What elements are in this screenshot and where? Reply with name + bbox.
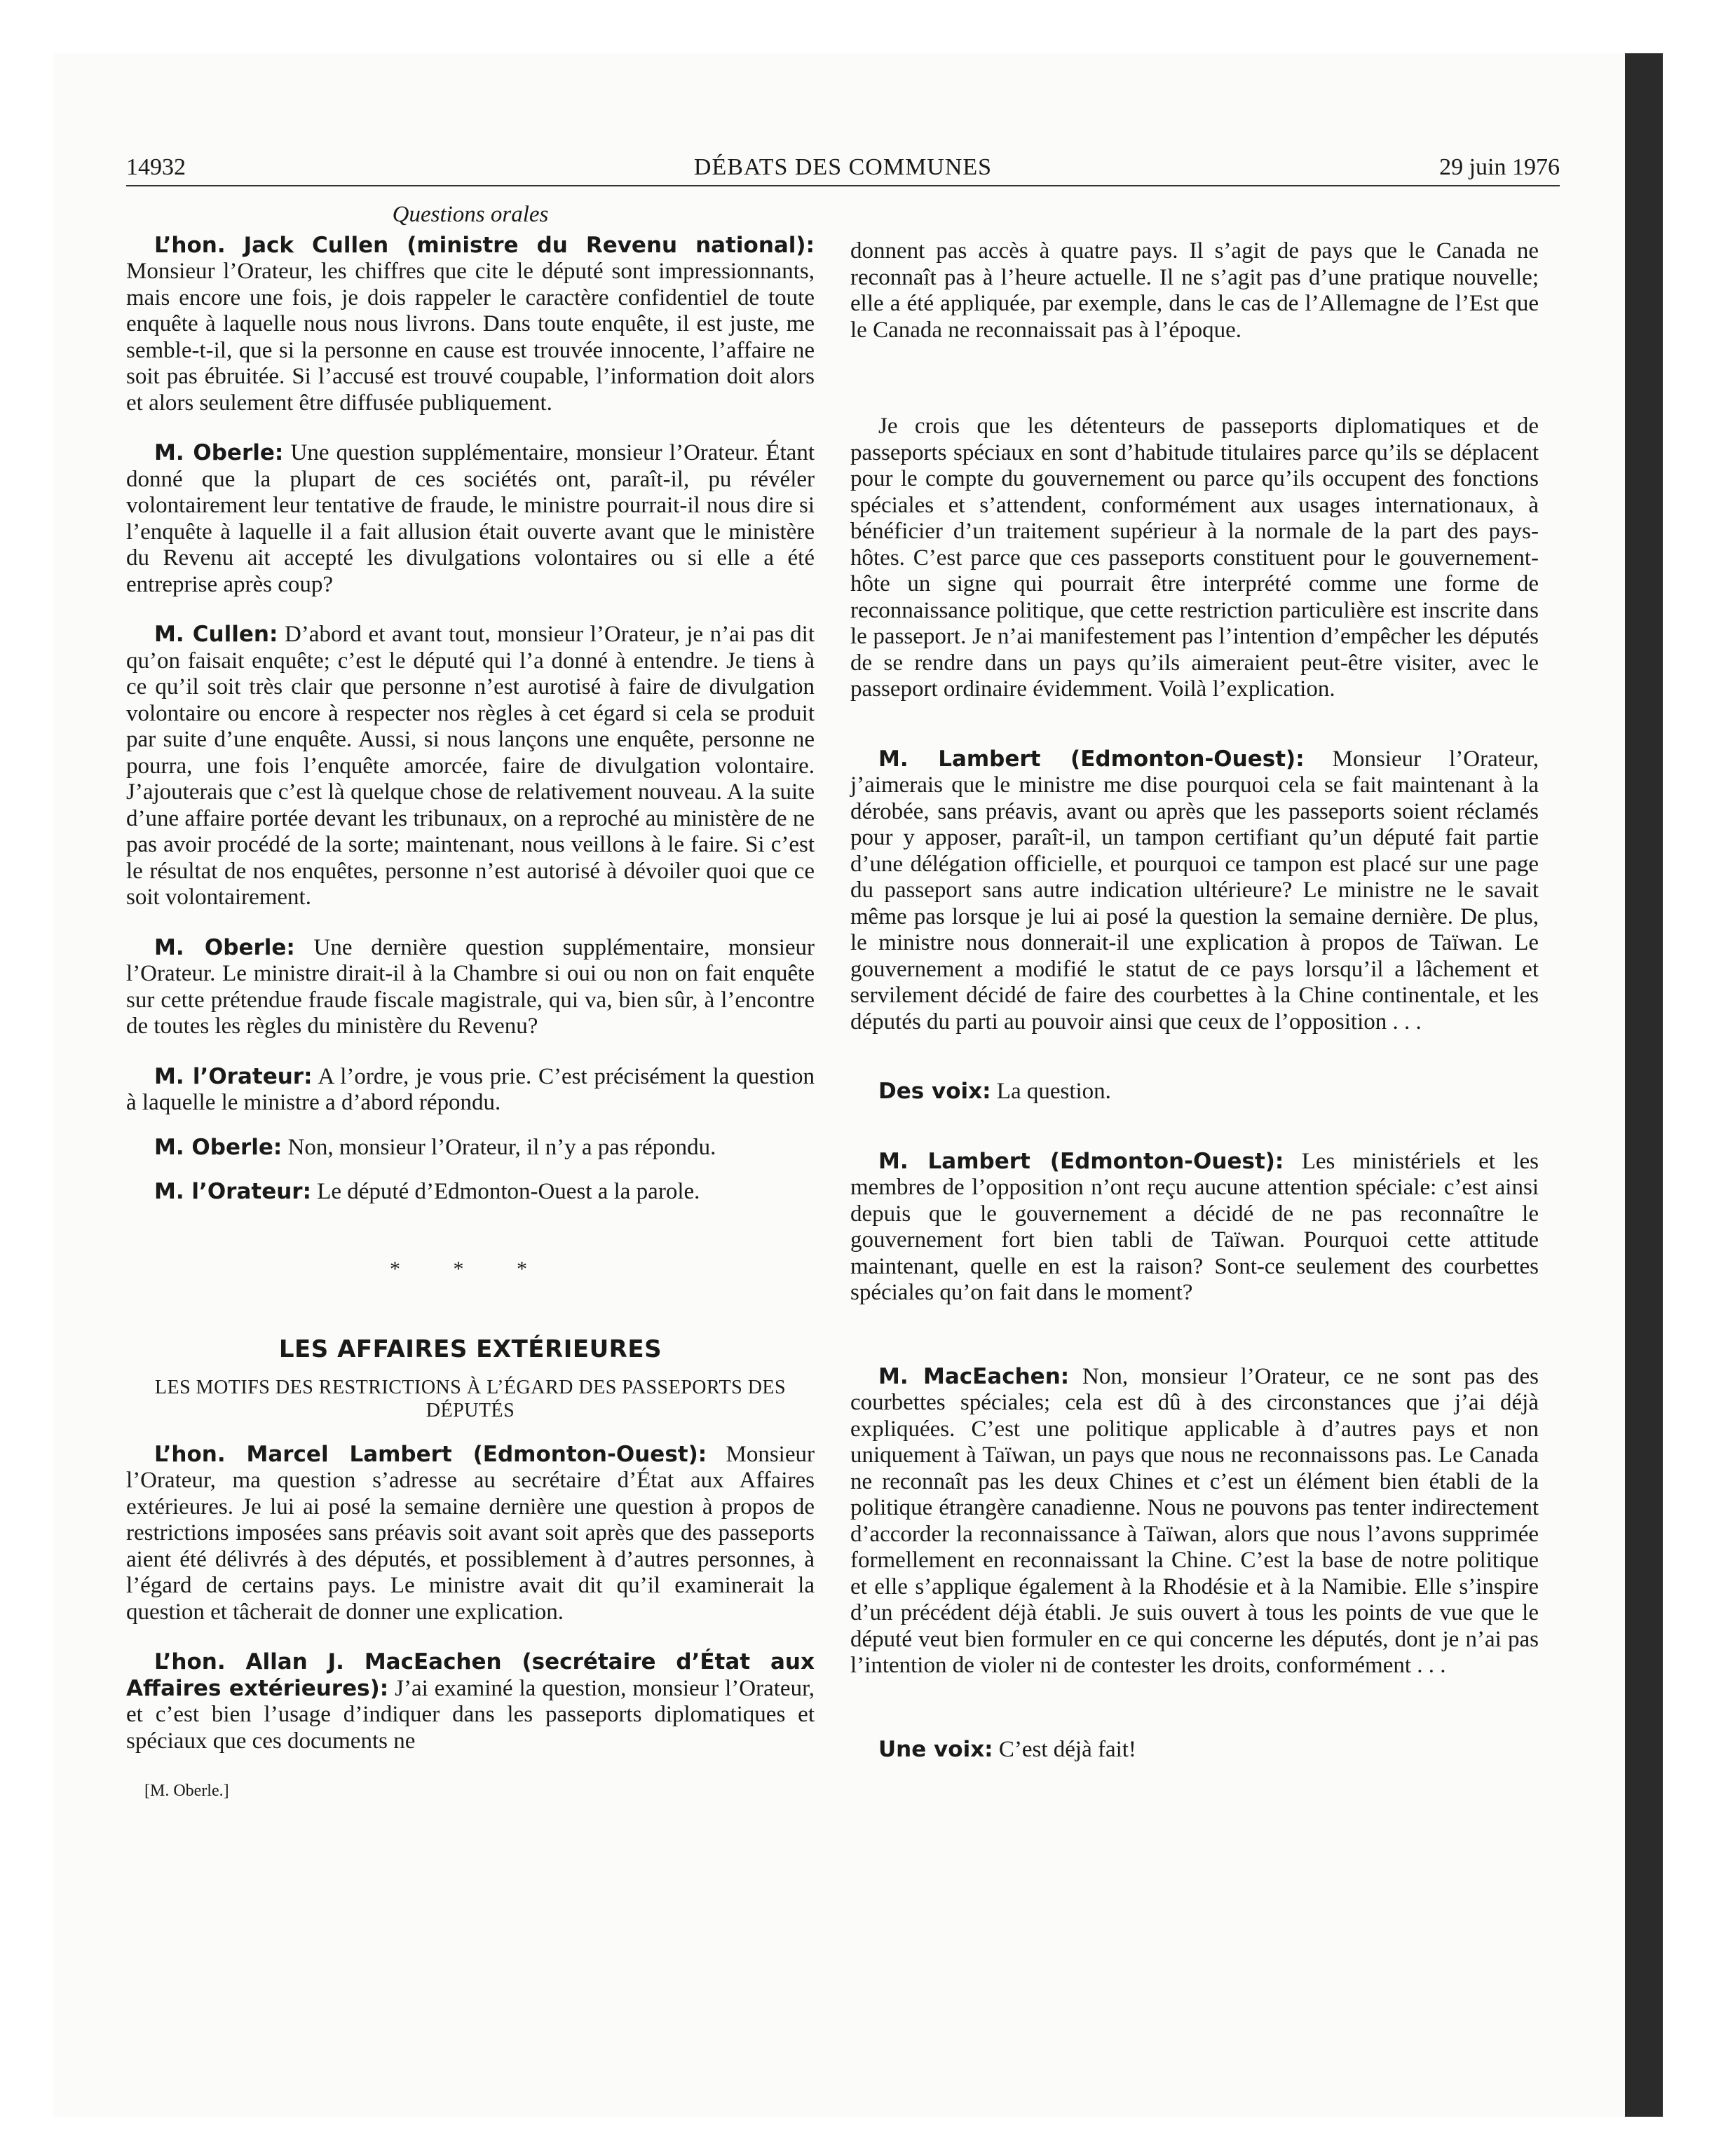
right-column <box>850 238 1539 1763</box>
paragraph <box>850 746 1539 1036</box>
paragraph <box>850 1149 1539 1306</box>
speaker-name: M. l’Orateur: <box>154 1179 311 1204</box>
page-header <box>126 150 1560 186</box>
paragraph <box>126 935 815 1040</box>
speaker-name: M. Lambert (Edmonton-Ouest): <box>878 746 1305 772</box>
paragraph <box>850 1079 1539 1105</box>
page-number: 14932 <box>126 154 186 180</box>
paragraph <box>126 440 815 598</box>
speech-text: Non, monsieur l’Orateur, il n’y a pas répondu. <box>282 1134 716 1160</box>
speech-text: J’ai examiné la question, monsieur l’Orateur, et c’est bien l’usage d’indiquer dans les passeports diplomatiques et spéciaux que ces documents ne <box>126 1675 815 1754</box>
speaker-name: M. Cullen: <box>154 622 278 647</box>
speech-text: Une question supplémentaire, monsieur l’Orateur. Étant donné que la plupart de ces sociétés ont, paraît-il, pu révéler volontairement leur tentative de fraude, le ministre pourrait-il nous dire si l’enquête à laquelle il a fait allusion était ouverte avant que le ministère du Revenu ait accepté les divulgations volontaires ou si elle a été entreprise après coup? <box>126 440 815 597</box>
speech-text: C’est déjà fait! <box>993 1736 1136 1762</box>
speech-text: Le député d’Edmonton-Ouest a la parole. <box>311 1179 700 1204</box>
speech-text: Monsieur l’Orateur, j’aimerais que le ministre me dise pourquoi cela se fait maintenant à la dérobée, sans préavis, avant ou après que les passeports soient réclamés pour y apposer, paraît-il, un tampon certifiant qu’un député fait partie d’une délégation officielle, et pourquoi ce tampon est placé sur une page du passeport sans autre indication ultérieure? Le ministre ne le savait même pas lorsque je lui ai posé la question la semaine dernière. De plus, le ministre nous donnerait-il une explication à propos de Taïwan. Le gouvernement a modifié le statut de ce pays lorsqu’il a lâchement et servilement décidé de faire des courbettes à la Chine continentale, et les députés du parti au pouvoir ainsi que ceux de l’opposition . . . <box>850 746 1539 1035</box>
paragraph <box>850 1737 1539 1763</box>
speaker-name: M. l’Orateur: <box>154 1063 313 1089</box>
speaker-name: M. MacEachen: <box>878 1363 1070 1389</box>
scan-edge-bar <box>1625 53 1663 2117</box>
left-column <box>126 202 815 1805</box>
speech-text: A l’ordre, je vous prie. C’est précisément la question à laquelle le ministre a d’abord répondu. <box>126 1063 815 1115</box>
paragraph <box>126 1135 815 1161</box>
speaker-name: Une voix: <box>878 1736 993 1762</box>
speaker-name: M. Lambert (Edmonton-Ouest): <box>878 1148 1284 1174</box>
speech-text: Monsieur l’Orateur, les chiffres que cite le député sont impressionnants, mais encore une fois, je dois rappeler le caractère confidentiel de toute enquête à laquelle nous nous livrons. Dans toute enquête, il est juste, me semble-t-il, que si la personne en cause est trouvée innocente, l’affaire ne soit pas ébruitée. Si l’accusé est trouvé coupable, l’information doit alors et alors seulement être diffusée publiquement. <box>126 259 815 416</box>
paragraph <box>126 1442 815 1626</box>
session-date: 29 juin 1976 <box>1439 154 1560 180</box>
speaker-name: L’hon. Marcel Lambert (Edmonton-Ouest): <box>154 1441 707 1467</box>
paragraph: donnent pas accès à quatre pays. Il s’agit de pays que le Canada ne reconnaît pas à l’heure actuelle. Il ne s’agit pas d’une pratique nouvelle; elle a été appliquée, par exemple, dans le cas de l’Allemagne de l’Est que le Canada ne reconnaissait pas à l’époque. <box>850 238 1539 343</box>
section-subheading: LES MOTIFS DES RESTRICTIONS À L’ÉGARD DES PASSEPORTS DES DÉPUTÉS <box>154 1376 787 1421</box>
paragraph: Je crois que les détenteurs de passeports diplomatiques et de passeports spéciaux en sont d’habitude titulaires parce qu’ils se déplacent pour le compte du gouvernement ou parce qu’ils occupent des fonctions spéciales et s’attendent, conformément aux usages internationaux, à bénéficier d’un traitement supérieur à la normale de la part des pays-hôtes. C’est parce que ces passeports constituent pour le gouvernement-hôte un signe qui pourrait être interprété comme une forme de reconnaissance politique, que cette restriction particulière est inscrite dans le passeport. Je n’ai manifestement pas l’intention d’empêcher les députés de se rendre dans un pays qu’ils aimeraient peut-être visiter, avec le passeport ordinaire évidemment. Voilà l’explication. <box>850 414 1539 702</box>
paragraph <box>850 1364 1539 1679</box>
paragraph <box>126 1649 815 1754</box>
speech-text: Une dernière question supplémentaire, monsieur l’Orateur. Le ministre dirait-il à la Chambre si oui ou non on fait enquête sur cette prétendue fraude fiscale magistrale, qui va, bien sûr, à l’encontre de toutes les règles du ministère du Revenu? <box>126 934 815 1039</box>
footnote: [M. Oberle.] <box>144 1782 229 1800</box>
paragraph <box>126 1064 815 1117</box>
journal-title: DÉBATS DES COMMUNES <box>693 154 993 180</box>
paragraph <box>126 233 815 417</box>
speech-text: La question. <box>991 1079 1111 1104</box>
speaker-name: M. Oberle: <box>154 440 284 465</box>
section-kicker: Questions orales <box>392 202 549 227</box>
section-separator: * * * <box>390 1257 551 1281</box>
speaker-name: Des voix: <box>878 1079 991 1104</box>
speech-text: Monsieur l’Orateur, ma question s’adresse au secrétaire d’État aux Affaires extérieures. Je lui ai posé la semaine dernière une question à propos de restrictions imposées sans préavis soit avant soit après que des passeports aient été délivrés à des députés, et possiblement à d’autres personnes, à l’égard de certains pays. Le ministre avait dit qu’il examinerait la question et tâcherait de donner une explication. <box>126 1441 815 1625</box>
speech-text: Les ministériels et les membres de l’opposition n’ont reçu aucune attention spéciale: c’est ainsi depuis que le gouvernement a décidé de ne pas reconnaître le gouvernement fort bien tabli de Taïwan. Pourquoi cette attitude maintenant, quelle en est la raison? Sont-ce seulement des courbettes spéciales qu’on fait dans le moment? <box>850 1148 1539 1305</box>
speaker-name: M. Oberle: <box>154 1134 283 1160</box>
section-heading: LES AFFAIRES EXTÉRIEURES <box>278 1335 662 1363</box>
speaker-name: M. Oberle: <box>154 934 295 960</box>
speaker-name: L’hon. Allan J. MacEachen (secrétaire d’État aux Affaires extérieures): <box>126 1649 815 1701</box>
paragraph <box>126 1179 815 1206</box>
speaker-name: L’hon. Jack Cullen (ministre du Revenu national): <box>154 232 815 258</box>
speech-text: Non, monsieur l’Orateur, ce ne sont pas des courbettes spéciales; cela est dû à des circonstances que j’ai déjà expliquées. C’est une politique applicable à d’autres pays et non uniquement à Taïwan, un pays que nous ne reconnaissons pas. Le Canada ne reconnaît pas les deux Chines et c’est un élément bien établi de la politique étrangère canadienne. Nous ne pouvons pas tenter indirectement d’accorder la reconnaissance à Taïwan, alors que nous l’avons supprimée formellement en reconnaissant la Chine. C’est la base de notre politique et elle s’applique également à la Rhodésie et à la Namibie. Elle s’inspire d’un précédent déjà établi. Je suis ouvert à tous les points de vue que le député veut bien formuler en ce qui concerne les députés, dont je n’ai pas l’intention de violer ni de contester les droits, conformément . . . <box>850 1363 1539 1678</box>
speech-text: D’abord et avant tout, monsieur l’Orateur, je n’ai pas dit qu’on faisait enquête; c’est le député qui l’a donné à entendre. Je tiens à ce qu’il soit très clair que personne n’est aurotisé à faire de divulgation volontaire ou encore à respecter nos règles à cet égard si cela se produit par suite d’une enquête. Aussi, si nous lançons une enquête, personne ne pourra, une fois l’enquête amorcée, faire de divulgation volontaire. J’ajouterais que c’est là quelque chose de relativement nouveau. A la suite d’une affaire portée devant les tribunaux, on a reproché au ministère de ne pas avoir procédé de la sorte; maintenant, nous veillons à le faire. Si c’est le résultat de nos enquêtes, personne n’est autorisé à dévoiler quoi que ce soit volontairement. <box>126 622 815 910</box>
paragraph <box>126 622 815 911</box>
